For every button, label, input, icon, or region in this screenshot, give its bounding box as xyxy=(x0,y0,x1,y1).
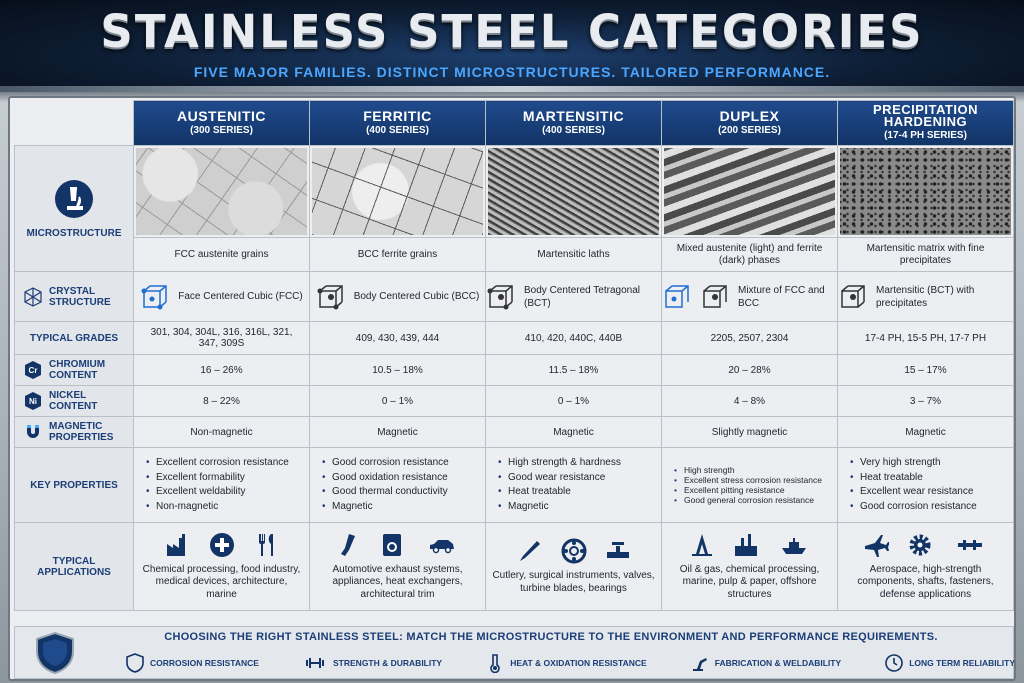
plant-icon xyxy=(733,532,759,558)
chromium-element-icon xyxy=(23,360,43,380)
column-header-austenitic: AUSTENITIC (300 SERIES) xyxy=(134,101,310,146)
washing-machine-icon xyxy=(379,532,405,558)
fork-knife-icon xyxy=(253,532,279,558)
magnetic-cell: Non-magnetic xyxy=(134,417,310,448)
grades-cell: 301, 304, 304L, 316, 316L, 321, 347, 309S xyxy=(134,322,310,355)
bcc-lattice-icon xyxy=(700,282,730,312)
micro-caption: Mixed austenite (light) and ferrite (dark) phases xyxy=(662,238,838,272)
key-properties-cell: • Good corrosion resistance • Good oxidation resistance • Good thermal conductivity • Magnetic xyxy=(310,448,486,523)
applications-cell: Automotive exhaust systems, appliances, heat exchangers, architectural trim xyxy=(310,523,486,611)
chromium-cell: 20 – 28% xyxy=(662,355,838,386)
chromium-cell: 11.5 – 18% xyxy=(486,355,662,386)
micrograph-ferritic xyxy=(310,146,486,238)
svg-text:Ni: Ni xyxy=(29,397,37,406)
shield-icon xyxy=(125,653,145,673)
fcc-lattice-icon xyxy=(662,282,692,312)
key-properties-cell: • High strength & hardness • Good wear resistance • Heat treatable • Magnetic xyxy=(486,448,662,523)
fcc-lattice-icon xyxy=(140,282,170,312)
legend-item: FABRICATION & WELDABILITY xyxy=(690,653,841,673)
legend-item: CORROSION RESISTANCE xyxy=(125,653,259,673)
footer-panel xyxy=(14,626,1014,679)
micro-caption: Martensitic matrix with fine precipitates xyxy=(838,238,1014,272)
table-corner xyxy=(15,101,134,146)
column-header-duplex: DUPLEX (200 SERIES) xyxy=(662,101,838,146)
micro-caption: BCC ferrite grains xyxy=(310,238,486,272)
crystal-cell: Face Centered Cubic (FCC) xyxy=(134,272,310,322)
robot-arm-icon xyxy=(690,653,710,673)
nickel-cell: 4 – 8% xyxy=(662,386,838,417)
microscope-icon xyxy=(54,179,94,219)
nickel-cell: 0 – 1% xyxy=(310,386,486,417)
column-header-martensitic: MARTENSITIC (400 SERIES) xyxy=(486,101,662,146)
car-icon xyxy=(423,532,461,558)
column-header-ferritic: FERRITIC (400 SERIES) xyxy=(310,101,486,146)
row-label-grades: TYPICAL GRADES xyxy=(15,322,134,355)
crystal-cell: Body Centered Cubic (BCC) xyxy=(310,272,486,322)
valve-icon xyxy=(605,538,631,564)
comparison-table xyxy=(14,100,1014,611)
factory-icon xyxy=(165,532,191,558)
micro-caption: FCC austenite grains xyxy=(134,238,310,272)
magnetic-cell: Slightly magnetic xyxy=(662,417,838,448)
micro-caption: Martensitic laths xyxy=(486,238,662,272)
crystal-cell: Martensitic (BCT) with precipitates xyxy=(838,272,1014,322)
applications-cell: Aerospace, high-strength components, shafts, fasteners, defense applications xyxy=(838,523,1014,611)
row-label-magnetic: MAGNETIC PROPERTIES xyxy=(15,417,134,448)
key-properties-cell: • Excellent corrosion resistance • Excellent formability • Excellent weldability • Non-magnetic xyxy=(134,448,310,523)
crystal-cell: Mixture of FCC and BCC xyxy=(662,272,838,322)
magnet-icon xyxy=(23,422,43,442)
micrograph-duplex xyxy=(662,146,838,238)
row-label-nickel: Ni NICKEL CONTENT xyxy=(15,386,134,417)
legend xyxy=(125,653,1015,673)
grades-cell: 410, 420, 440C, 440B xyxy=(486,322,662,355)
airplane-icon xyxy=(863,532,889,558)
micrograph-martensitic xyxy=(486,146,662,238)
applications-cell: Oil & gas, chemical processing, marine, pulp & paper, offshore structures xyxy=(662,523,838,611)
svg-text:Cr: Cr xyxy=(28,366,38,375)
legend-item: STRENGTH & DURABILITY xyxy=(302,653,442,673)
header-banner xyxy=(0,0,1024,92)
nickel-cell: 0 – 1% xyxy=(486,386,662,417)
shield-badge-icon xyxy=(33,631,77,675)
magnetic-cell: Magnetic xyxy=(838,417,1014,448)
nickel-cell: 8 – 22% xyxy=(134,386,310,417)
row-label-microstructure: MICROSTRUCTURE xyxy=(15,146,134,272)
row-label-chromium: Cr CHROMIUM CONTENT xyxy=(15,355,134,386)
thermometer-icon xyxy=(485,653,505,673)
bct-lattice-icon xyxy=(486,282,516,312)
row-label-key-properties: KEY PROPERTIES xyxy=(15,448,134,523)
oil-rig-icon xyxy=(689,532,715,558)
chromium-cell: 10.5 – 18% xyxy=(310,355,486,386)
micrograph-precipitation xyxy=(838,146,1014,238)
row-label-applications: TYPICAL APPLICATIONS xyxy=(15,523,134,611)
applications-cell: Cutlery, surgical instruments, valves, turbine blades, bearings xyxy=(486,523,662,611)
legend-item: HEAT & OXIDATION RESISTANCE xyxy=(485,653,646,673)
ship-icon xyxy=(777,532,811,558)
key-properties-cell: • Very high strength • Heat treatable • Excellent wear resistance • Good corrosion resistance xyxy=(838,448,1014,523)
grades-cell: 17-4 PH, 15-5 PH, 17-7 PH xyxy=(838,322,1014,355)
crystal-lattice-icon xyxy=(23,287,43,307)
bearing-icon xyxy=(561,538,587,564)
magnetic-cell: Magnetic xyxy=(486,417,662,448)
scalpel-icon xyxy=(517,538,543,564)
bcc-lattice-icon xyxy=(316,282,346,312)
page-title: STAINLESS STEEL CATEGORIES xyxy=(100,5,924,58)
chromium-cell: 16 – 26% xyxy=(134,355,310,386)
row-label-crystal: CRYSTAL STRUCTURE xyxy=(15,272,134,322)
comparison-board xyxy=(8,96,1016,681)
crystal-cell: Body Centered Tetragonal (BCT) xyxy=(486,272,662,322)
shaft-icon xyxy=(951,532,989,558)
gear-icon xyxy=(907,532,933,558)
medical-cross-icon xyxy=(209,532,235,558)
clock-icon xyxy=(884,653,904,673)
legend-item: LONG TERM RELIABILITY xyxy=(884,653,1015,673)
micrograph-austenitic xyxy=(134,146,310,238)
nickel-element-icon xyxy=(23,391,43,411)
nickel-cell: 3 – 7% xyxy=(838,386,1014,417)
bct-lattice-icon xyxy=(838,282,868,312)
footer-message: CHOOSING THE RIGHT STAINLESS STEEL: MATCH THE MICROSTRUCTURE TO THE ENVIRONMENT AND PERFORMANCE REQUIREMENTS. xyxy=(164,631,938,643)
page-subtitle: FIVE MAJOR FAMILIES. DISTINCT MICROSTRUCTURES. TAILORED PERFORMANCE. xyxy=(193,64,831,80)
grades-cell: 2205, 2507, 2304 xyxy=(662,322,838,355)
dumbbell-icon xyxy=(302,653,328,673)
magnetic-cell: Magnetic xyxy=(310,417,486,448)
grades-cell: 409, 430, 439, 444 xyxy=(310,322,486,355)
applications-cell: Chemical processing, food industry, medical devices, architecture, marine xyxy=(134,523,310,611)
key-properties-cell: • High strength • Excellent stress corrosion resistance • Excellent pitting resistance • Good general corrosion resistance xyxy=(662,448,838,523)
column-header-precipitation: PRECIPITATION HARDENING (17-4 PH SERIES) xyxy=(838,101,1014,146)
exhaust-pipe-icon xyxy=(335,532,361,558)
chromium-cell: 15 – 17% xyxy=(838,355,1014,386)
